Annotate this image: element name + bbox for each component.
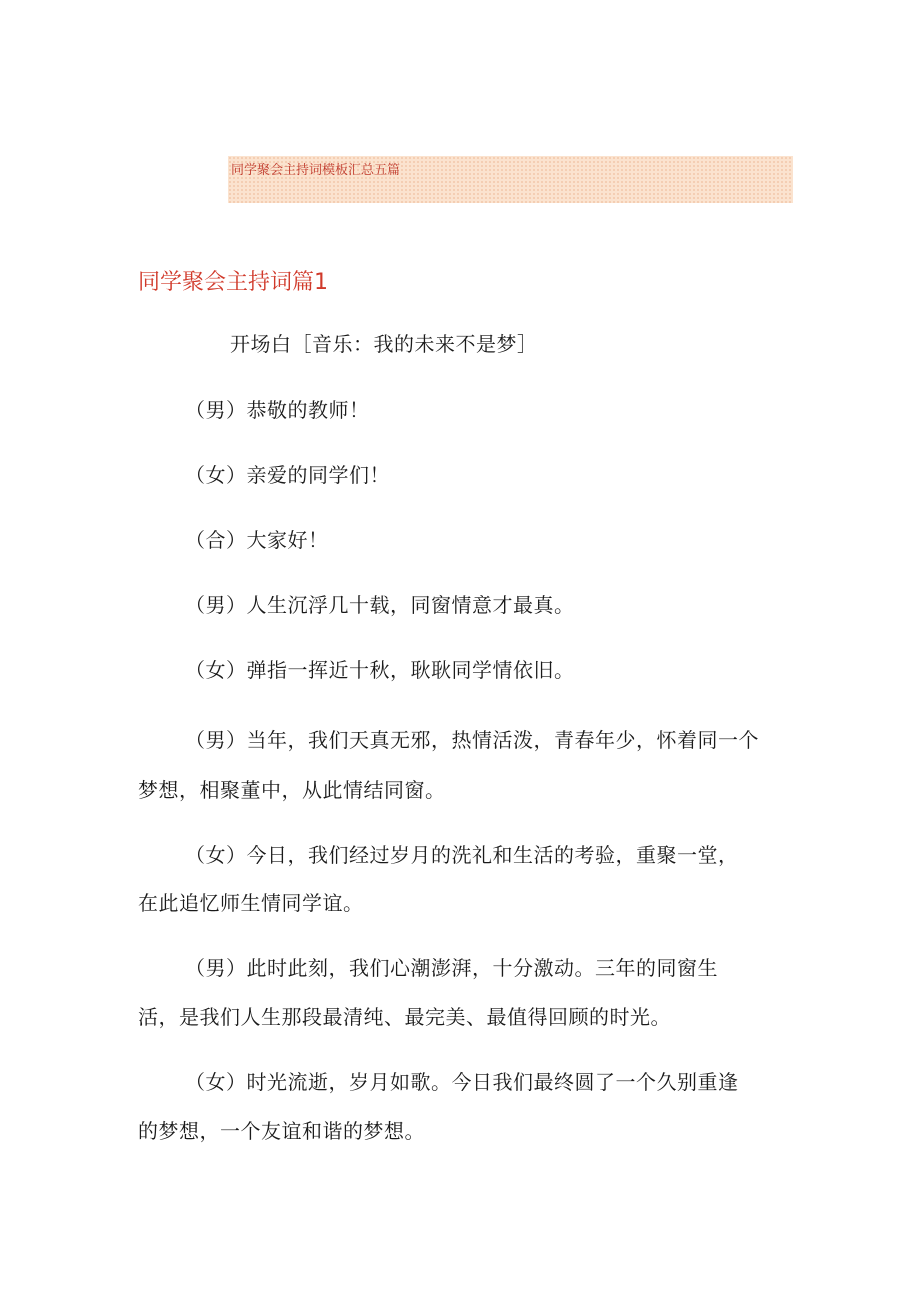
paragraph-9-line-1: （女）时光流逝，岁月如歌。今日我们最终圆了一个久别重逢 (185, 1070, 739, 1094)
paragraph-6-line-2: 梦想，相聚董中，从此情结同窗。 (138, 778, 446, 802)
paragraph-6-line-1: （男）当年，我们天真无邪，热情活泼，青春年少，怀着同一个 (185, 728, 759, 752)
opening-line: 开场白［音乐：我的未来不是梦］ (230, 332, 538, 356)
section-heading: 同学聚会主持词篇1 (138, 270, 328, 295)
paragraph-7-line-1: （女）今日，我们经过岁月的洗礼和生活的考验，重聚一堂， (185, 843, 739, 867)
paragraph-4: （男）人生沉浮几十载，同窗情意才最真。 (185, 593, 575, 617)
document-banner (228, 156, 793, 203)
document-title: 同学聚会主持词模板汇总五篇 (231, 163, 401, 178)
paragraph-1: （男）恭敬的教师！ (185, 398, 370, 422)
paragraph-8-line-1: （男）此时此刻，我们心潮澎湃，十分激动。三年的同窗生 (185, 956, 718, 980)
paragraph-5: （女）弹指一挥近十秋，耿耿同学情依旧。 (185, 658, 575, 682)
paragraph-7-line-2: 在此追忆师生情同学谊。 (138, 891, 364, 915)
paragraph-3: （合）大家好！ (185, 528, 329, 552)
paragraph-2: （女）亲爱的同学们！ (185, 463, 390, 487)
paragraph-9-line-2: 的梦想，一个友谊和谐的梦想。 (138, 1119, 425, 1143)
paragraph-8-line-2: 活，是我们人生那段最清纯、最完美、最值得回顾的时光。 (138, 1005, 671, 1029)
